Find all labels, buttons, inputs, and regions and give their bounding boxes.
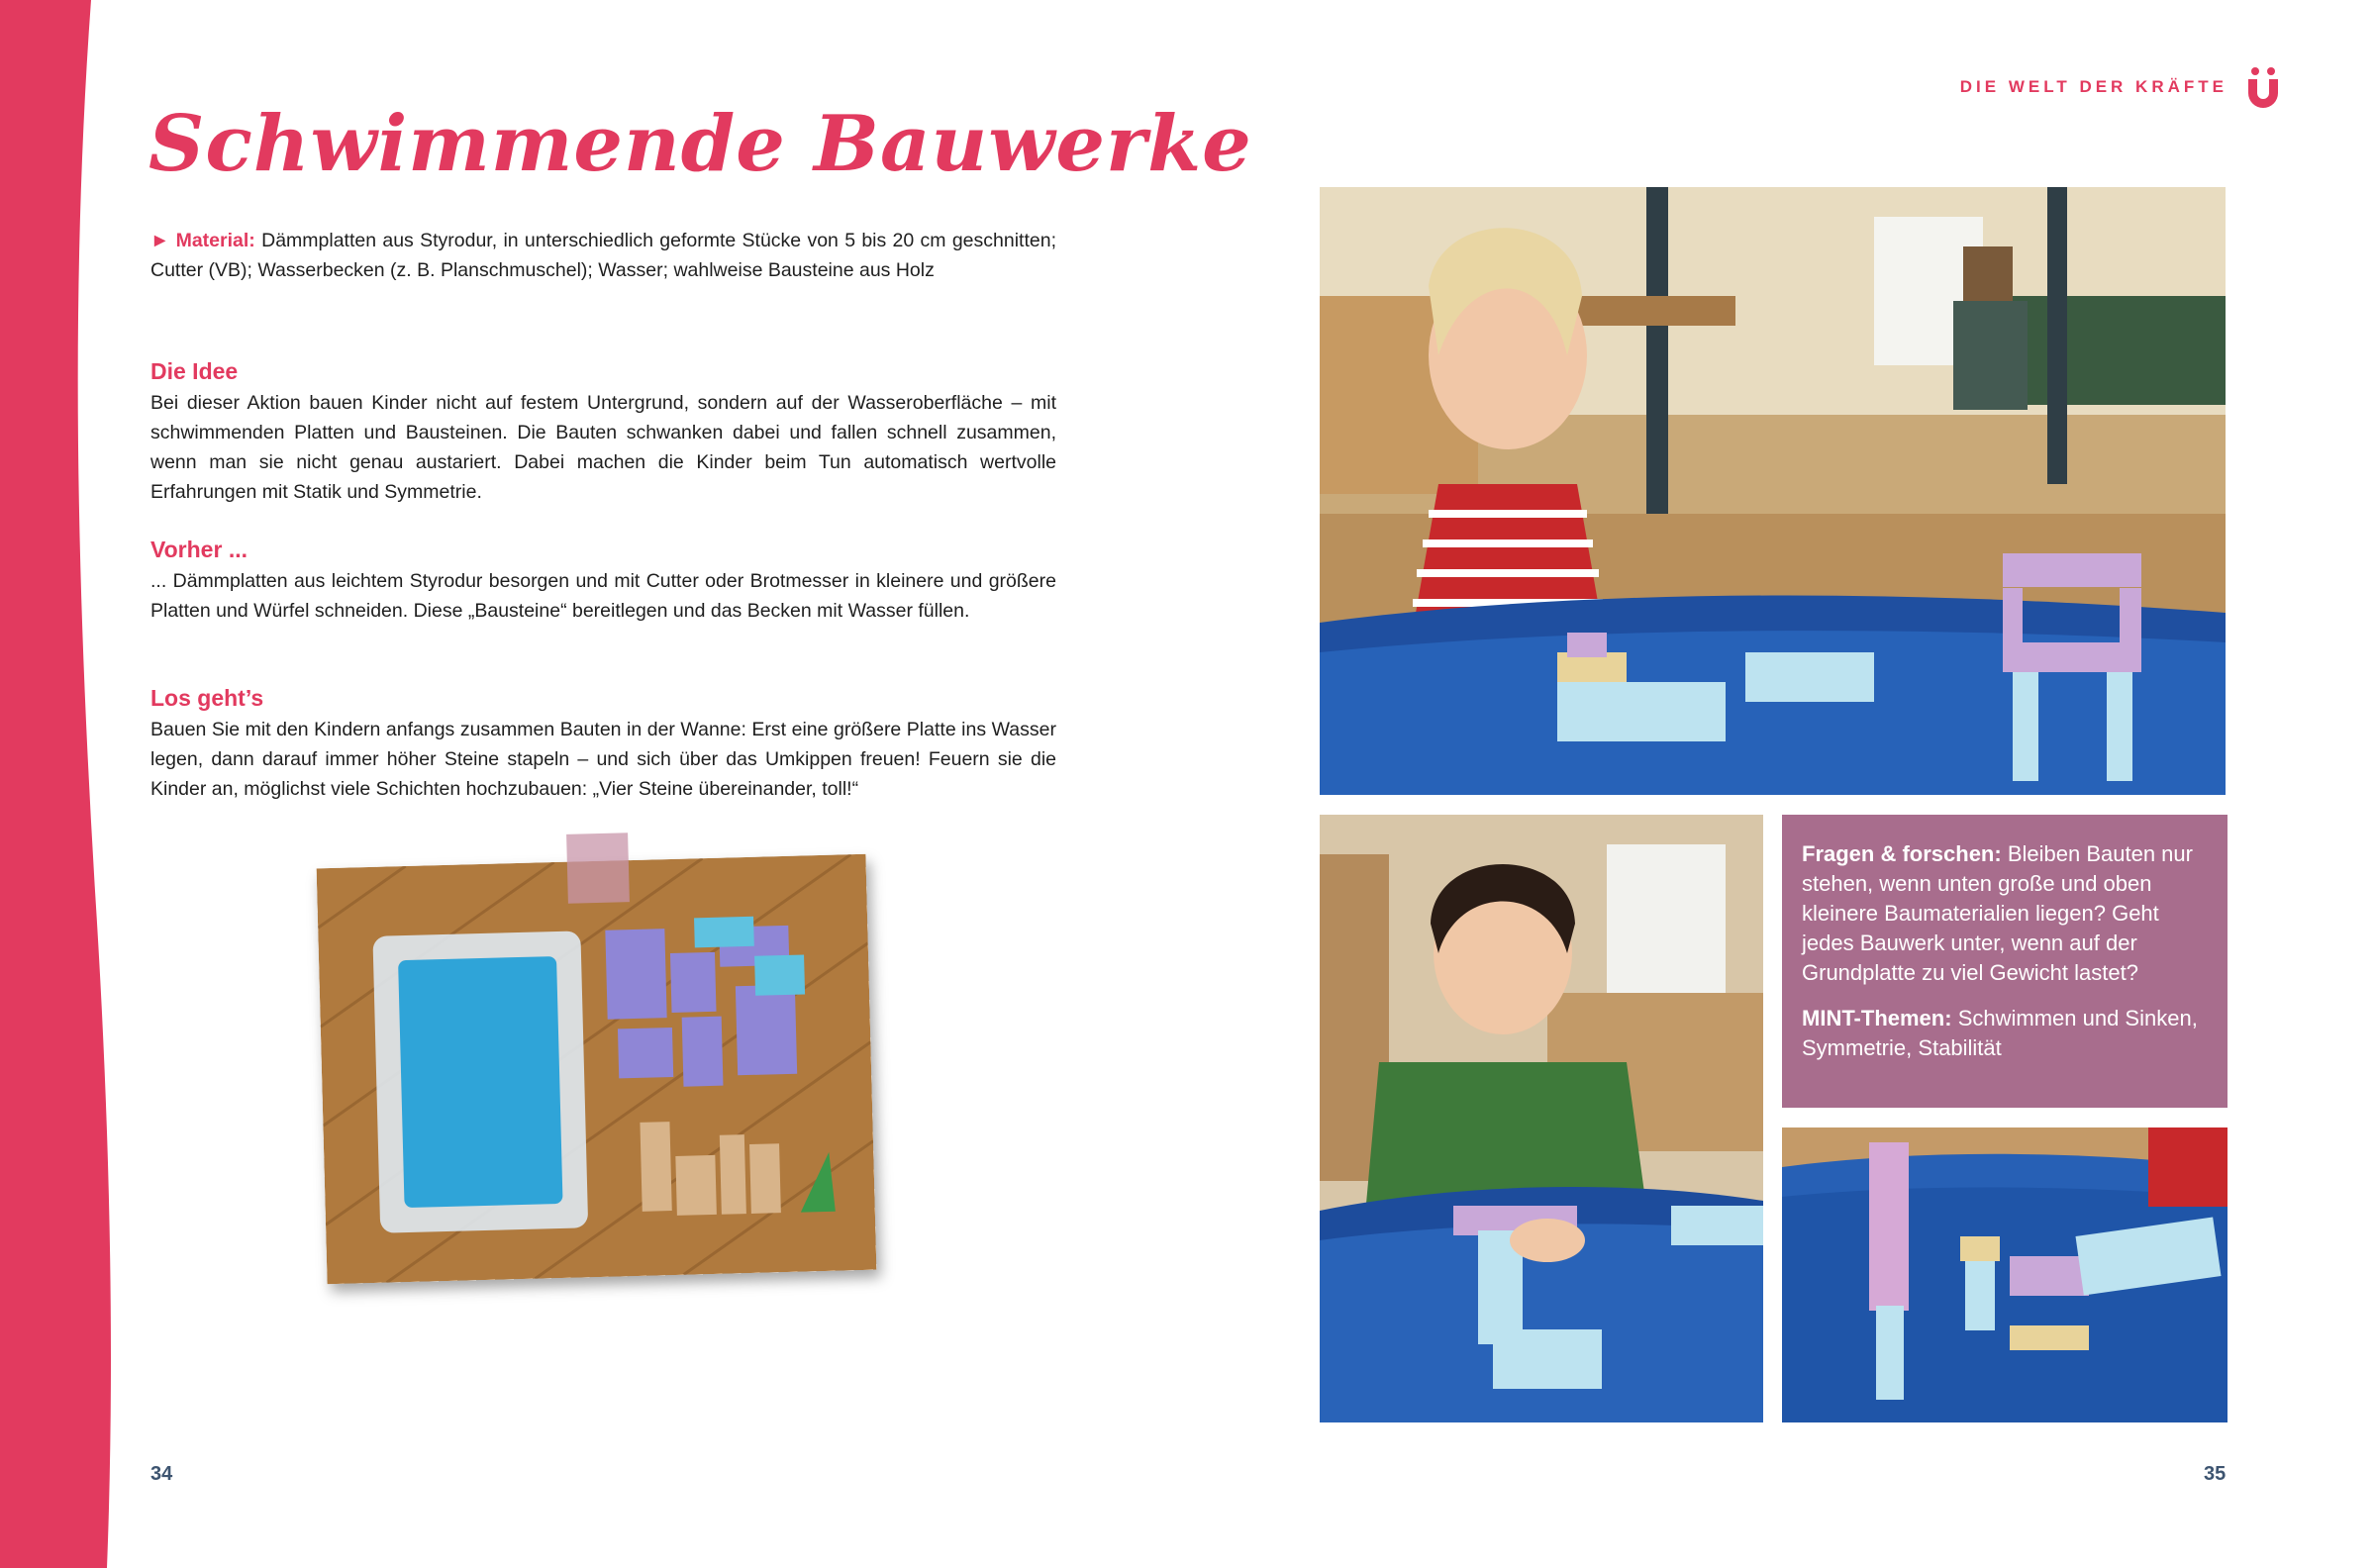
- material-paragraph: [150, 226, 1056, 285]
- photo-tower-closeup: [1782, 1127, 2228, 1422]
- section-heading: Vorher ...: [150, 537, 248, 562]
- info-box: [1782, 815, 2228, 1108]
- info-topics-text: Schwimmen und Sinken, Symmetrie, Stabilität: [1802, 1006, 2198, 1060]
- page-number-left: 34: [150, 1463, 173, 1485]
- tape-strip: [566, 833, 630, 904]
- section-text: Bei dieser Aktion bauen Kinder nicht auf festem Untergrund, sondern auf der Wasseroberfläche – mit schwimmenden Platten und Bausteinen. Die Bauten schwanken dabei und fallen schnell zusammen, wenn man sie nicht genau austariert. Dabei machen die Kinder beim Tun automatisch wertvolle Erfahrungen mit Statik und Symmetrie.: [150, 392, 1056, 503]
- material-photo: [317, 854, 877, 1284]
- photo-girl-building: [1320, 187, 2226, 795]
- section-text: ... Dämmplatten aus leichtem Styrodur besorgen und mit Cutter oder Brotmesser in kleinere und größere Platten und Würfel schneiden. Diese „Bausteine“ bereitlegen und das Becken mit Wasser füllen.: [150, 570, 1056, 622]
- red-page-edge: [0, 0, 119, 1568]
- magnet-icon: [2245, 65, 2281, 109]
- section-idee: [150, 356, 1056, 507]
- info-question-text: Bleiben Bauten nur stehen, wenn unten große und oben kleinere Baumaterialien liegen? Geht jedes Bauwerk unter, wenn auf der Grundplatte zu viel Gewicht lastet?: [1802, 841, 2193, 985]
- section-heading: Los geht’s: [150, 685, 264, 711]
- material-text: Dämmplatten aus Styrodur, in unterschiedlich geformte Stücke von 5 bis 20 cm geschnitten; Cutter (VB); Wasserbecken (z. B. Planschmuschel); Wasser; wahlweise Bausteine aus Holz: [150, 230, 1056, 281]
- page-number-right: 35: [2204, 1463, 2227, 1485]
- info-topics-label: MINT-Themen:: [1802, 1006, 1952, 1030]
- section-los-gehts: [150, 683, 1056, 804]
- running-header: DIE WELT DER KRÄFTE: [1959, 77, 2228, 96]
- info-question-label: Fragen & forschen:: [1802, 841, 2002, 866]
- section-text: Bauen Sie mit den Kindern anfangs zusammen Bauten in der Wanne: Erst eine größere Platte ins Wasser legen, dann darauf immer höher Steine stapeln – und sich über das Umkippen freuen! Feuern sie die Kinder an, möglichst viele Schichten hochzubauen: „Vier Steine übereinander, toll!“: [150, 719, 1056, 800]
- page-title: Schwimmende Bauwerke: [148, 99, 1252, 189]
- photo-boy-building: [1320, 815, 1763, 1422]
- material-label: ► Material:: [150, 230, 255, 251]
- section-vorher: [150, 535, 1056, 626]
- section-heading: Die Idee: [150, 358, 239, 384]
